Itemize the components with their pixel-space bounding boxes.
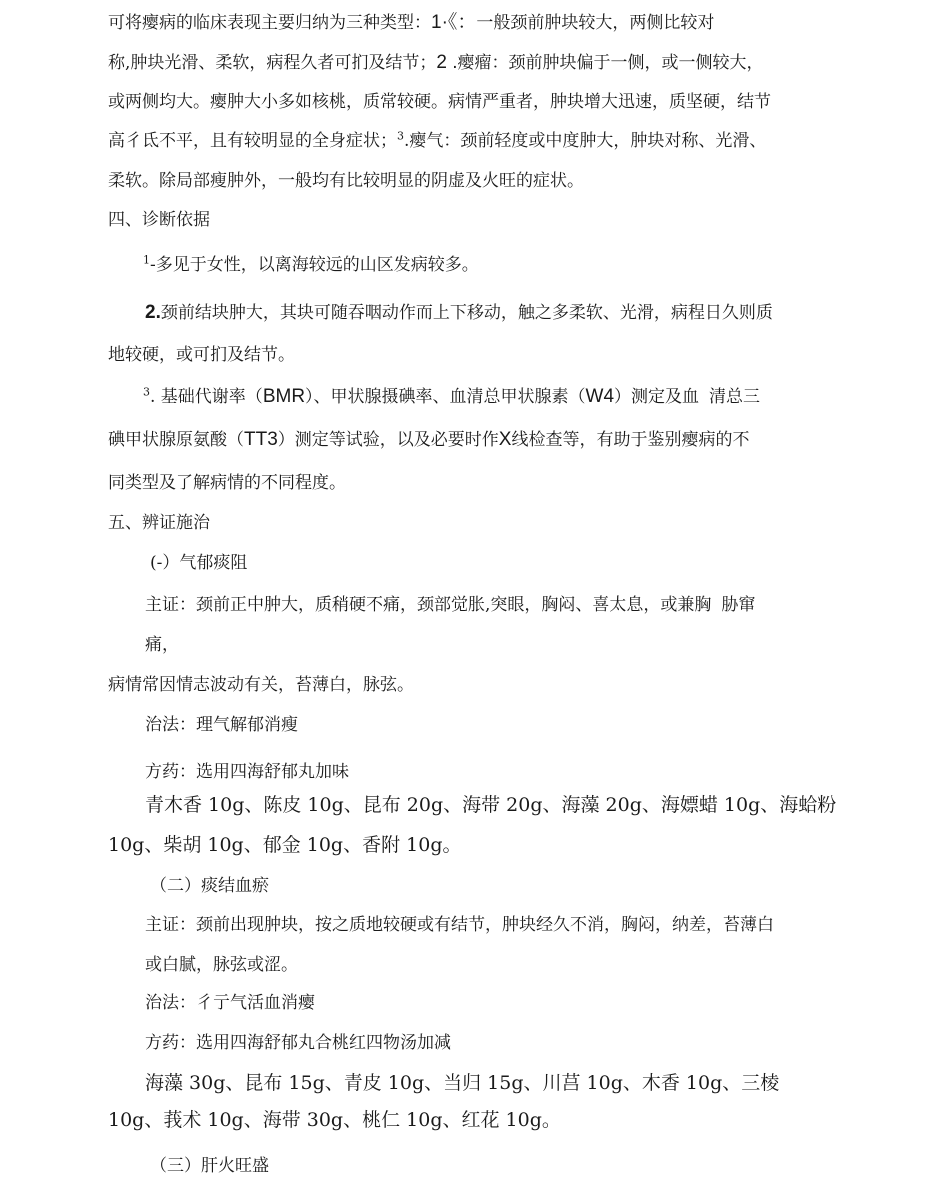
text-span: -多见于女性，以离海较远的山区发病较多。: [150, 255, 479, 275]
text-span: 称,肿块光滑、柔软，病程久者可扪及结节；: [108, 53, 437, 73]
text-line: 治法：彳亍气活血消瘿: [145, 993, 315, 1013]
list-item: [143, 254, 479, 276]
text-span: .瘿气：颈前轻度或中度肿大，肿块对称、光滑、: [404, 131, 767, 151]
text-line: 或两侧均大。瘿肿大小多如核桃，质常较硬。病情严重者，肿块增大迅速，质坚硬，结节: [108, 92, 771, 112]
text-span: 主证：颈前正中肿大，质稍硬不痛，颈部觉胀,突眼，胸闷、喜太息，或兼胸: [145, 595, 712, 615]
text-line: [145, 594, 755, 616]
text-line: 痛，: [145, 635, 179, 655]
list-number: 3: [143, 385, 150, 399]
text-line: 方药：选用四海舒郁丸加味: [145, 762, 349, 782]
text-line: 青木香 10g、陈皮 10g、昆布 20g、海带 20g、海藻 20g、海嫖蜡 10g、海蛤粉: [145, 794, 837, 816]
subsection-heading: （三）肝火旺盛: [150, 1156, 269, 1176]
text-span: 瘿瘤：颈前肿块偏于一侧，或一侧较大，: [457, 53, 764, 73]
abbr-text: X: [498, 429, 512, 450]
abbr-text: W4: [585, 386, 615, 407]
subsection-heading: （二）痰结血瘀: [150, 876, 269, 896]
text-line: [108, 52, 764, 74]
text-line: 柔软。除局部瘦肿外，一般均有比较明显的阴虚及火旺的症状。: [108, 171, 584, 191]
text-span: 碘甲状腺原氨酸（: [108, 430, 244, 450]
text-span: ）测定等试验，以及必要时作: [277, 430, 499, 450]
text-line: 主证：颈前出现肿块，按之质地较硬或有结节，肿块经久不消，胸闷，纳差，苔薄白: [145, 915, 774, 935]
text-line: 或白腻，脉弦或涩。: [145, 955, 298, 975]
list-number: 2 .: [436, 52, 458, 73]
text-span: 一般颈前肿块较大，两侧比较对: [476, 13, 715, 33]
text-line: 海藻 30g、昆布 15g、青皮 10g、当归 15g、川莒 10g、木香 10g、三棱: [145, 1072, 780, 1094]
text-span: ）、甲状腺摄碘率、血清总甲状腺素（: [305, 387, 586, 407]
abbr-text: TT3: [244, 429, 278, 450]
list-item: [143, 386, 760, 408]
text-span: 线检查等，有助于鉴别瘿病的不: [511, 430, 750, 450]
list-number: 1·《：: [431, 12, 477, 33]
text-span: 可将瘿病的临床表现主要归纳为三种类型：: [108, 13, 431, 33]
text-line: 病情常因情志波动有关，苔薄白，脉弦。: [108, 675, 414, 695]
list-number: 3: [397, 129, 404, 143]
text-line: 同类型及了解病情的不同程度。: [108, 473, 346, 493]
text-span: . 基础代谢率（: [150, 387, 263, 407]
text-line: 治法：理气解郁消瘦: [145, 715, 298, 735]
text-line: 10g、莪术 10g、海带 30g、桃仁 10g、红花 10g。: [108, 1109, 561, 1131]
text-span: 颈前结块肿大，其块可随吞咽动作而上下移动，触之多柔软、光滑，病程日久则质: [160, 303, 773, 323]
text-span: 胁窜: [721, 595, 756, 615]
text-line: [108, 130, 766, 152]
text-span: 清总三: [709, 387, 761, 407]
text-span: 高彳氐不平，且有较明显的全身症状；: [108, 131, 397, 151]
list-item: [145, 302, 773, 324]
abbr-text: BMR: [262, 386, 306, 407]
text-line: 方药：选用四海舒郁丸合桃红四物汤加减: [145, 1033, 451, 1053]
text-line: 地较硬，或可扪及结节。: [108, 345, 295, 365]
text-line: [108, 429, 749, 451]
subsection-heading: (-）气郁痰阻: [150, 553, 248, 573]
text-line: [108, 12, 714, 34]
list-number: 2.: [145, 302, 161, 323]
text-span: ）测定及血: [614, 387, 700, 407]
section-heading: 四、诊断依据: [108, 210, 210, 230]
list-number: 1: [143, 253, 150, 267]
section-heading: 五、辨证施治: [108, 513, 210, 533]
text-line: 10g、柴胡 10g、郁金 10g、香附 10g。: [108, 834, 462, 856]
